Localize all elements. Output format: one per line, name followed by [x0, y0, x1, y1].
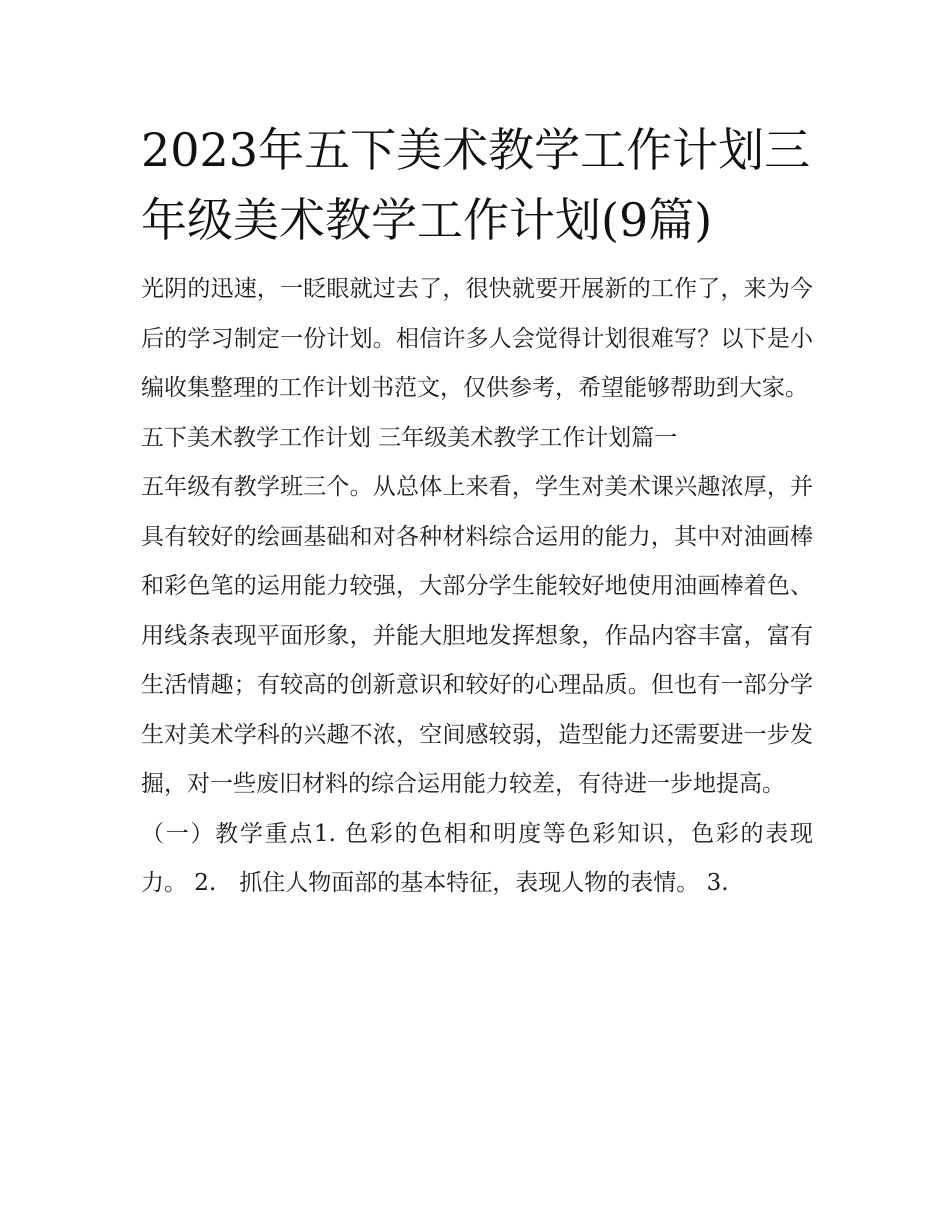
section-heading: 五下美术教学工作计划 三年级美术教学工作计划篇一 — [141, 424, 678, 451]
teaching-focus-paragraph: （一）教学重点1. 色彩的色相和明度等色彩知识，色彩的表现力。 2. 抓住人物面部的基本特征，表现人物的表情。 3. — [141, 820, 813, 896]
document-body — [141, 115, 813, 909]
document-title: 2023年五下美术教学工作计划三年级美术教学工作计划(9篇) — [141, 123, 811, 247]
intro-paragraph: 光阴的迅速，一眨眼就过去了，很快就要开展新的工作了，来为今后的学习制定一份计划。相信许多人会觉得计划很难写？以下是小编收集整理的工作计划书范文，仅供参考，希望能够帮助到大家。 — [141, 276, 813, 401]
body-paragraph: 五年级有教学班三个。从总体上来看，学生对美术课兴趣浓厚，并具有较好的绘画基础和对各种材料综合运用的能力，其中对油画棒和彩色笔的运用能力较强，大部分学生能较好地使用油画棒着色、用线条表现平面形象，并能大胆地发挥想象，作品内容丰富，富有生活情趣；有较高的创新意识和较好的心理品质。但也有一部分学生对美术学科的兴趣不浓，空间感较弱，造型能力还需要进一步发掘，对一些废旧材料的综合运用能力较差，有待进一步地提高。 — [141, 474, 813, 797]
